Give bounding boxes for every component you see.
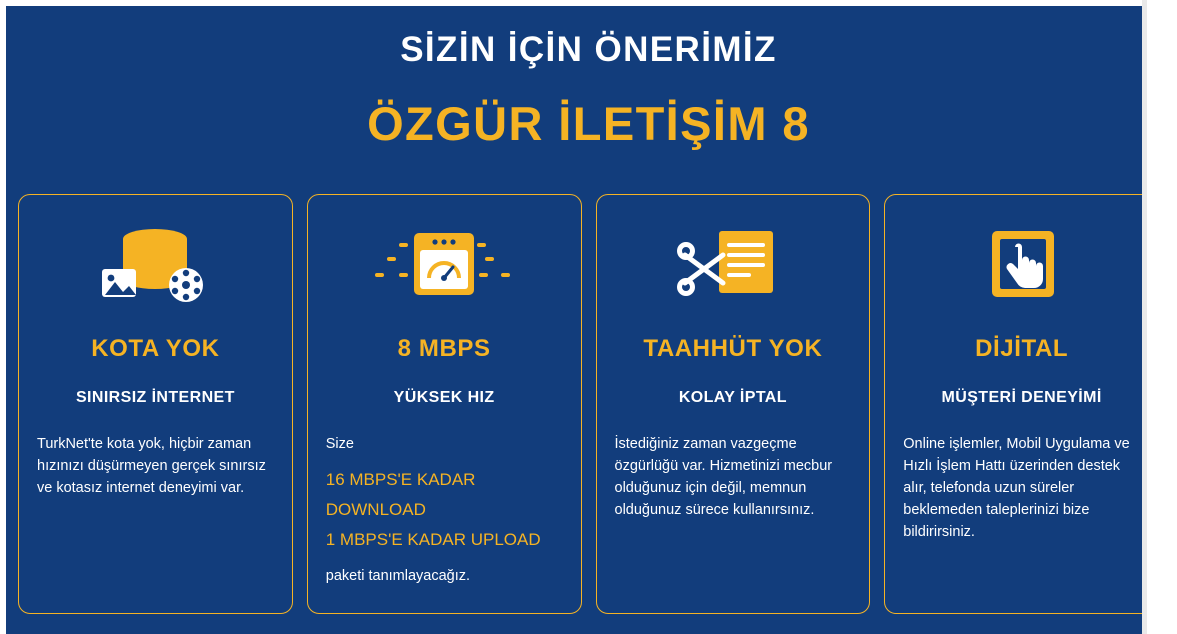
card-highlight-2: DOWNLOAD	[325, 500, 426, 519]
scissors-document-icon	[675, 213, 791, 321]
feature-card-taahhut-yok	[596, 194, 871, 614]
card-subtitle: SINIRSIZ İNTERNET	[75, 389, 235, 406]
card-title: 8 MBPS	[397, 335, 491, 362]
card-body: TurkNet'te kota yok, hiçbir zaman hızınızı düşürmeyen gerçek sınırsız ve kotasız internet deneyimi var.	[37, 436, 266, 496]
card-body-post: paketi tanımlayacağız.	[325, 568, 471, 584]
page-header	[0, 0, 1177, 151]
page-frame-top	[0, 0, 1177, 6]
card-body: İstediğiniz zaman vazgeçme özgürlüğü var. Hizmetinizi mecbur olduğunuz için değil, memnun olduğunuz sürece kullanırsınız.	[614, 436, 833, 518]
speedometer-icon	[359, 213, 529, 321]
card-body: Online işlemler, Mobil Uygulama ve Hızlı İşlem Hattı üzerinden destek alır, telefonda uzun süreler beklemeden taleplerinizi bize bildirirsiniz.	[903, 436, 1130, 540]
card-title: TAAHHÜT YOK	[643, 335, 823, 362]
card-body-pre: Size	[325, 436, 354, 452]
card-body	[326, 433, 563, 587]
card-highlight-1: 16 MBPS'E KADAR	[325, 470, 476, 489]
page-kicker: SİZİN İÇİN ÖNERİMİZ	[400, 30, 777, 69]
page-frame-left	[0, 0, 6, 634]
feature-card-dijital	[884, 194, 1159, 614]
card-title: DİJİTAL	[975, 335, 1069, 362]
tablet-touch-icon	[972, 213, 1072, 321]
card-subtitle: YÜKSEK HIZ	[393, 389, 495, 406]
card-subtitle: KOLAY İPTAL	[678, 389, 787, 406]
feature-card-8-mbps	[307, 194, 582, 614]
page-title: ÖZGÜR İLETİŞİM 8	[367, 97, 810, 150]
page-frame-right	[1147, 0, 1177, 634]
database-media-icon	[100, 213, 210, 321]
feature-card-kota-yok	[18, 194, 293, 614]
card-subtitle: MÜŞTERİ DENEYİMİ	[941, 389, 1102, 406]
feature-card-list	[18, 194, 1159, 614]
card-highlight-3: 1 MBPS'E KADAR UPLOAD	[325, 530, 541, 549]
card-title: KOTA YOK	[91, 335, 220, 362]
